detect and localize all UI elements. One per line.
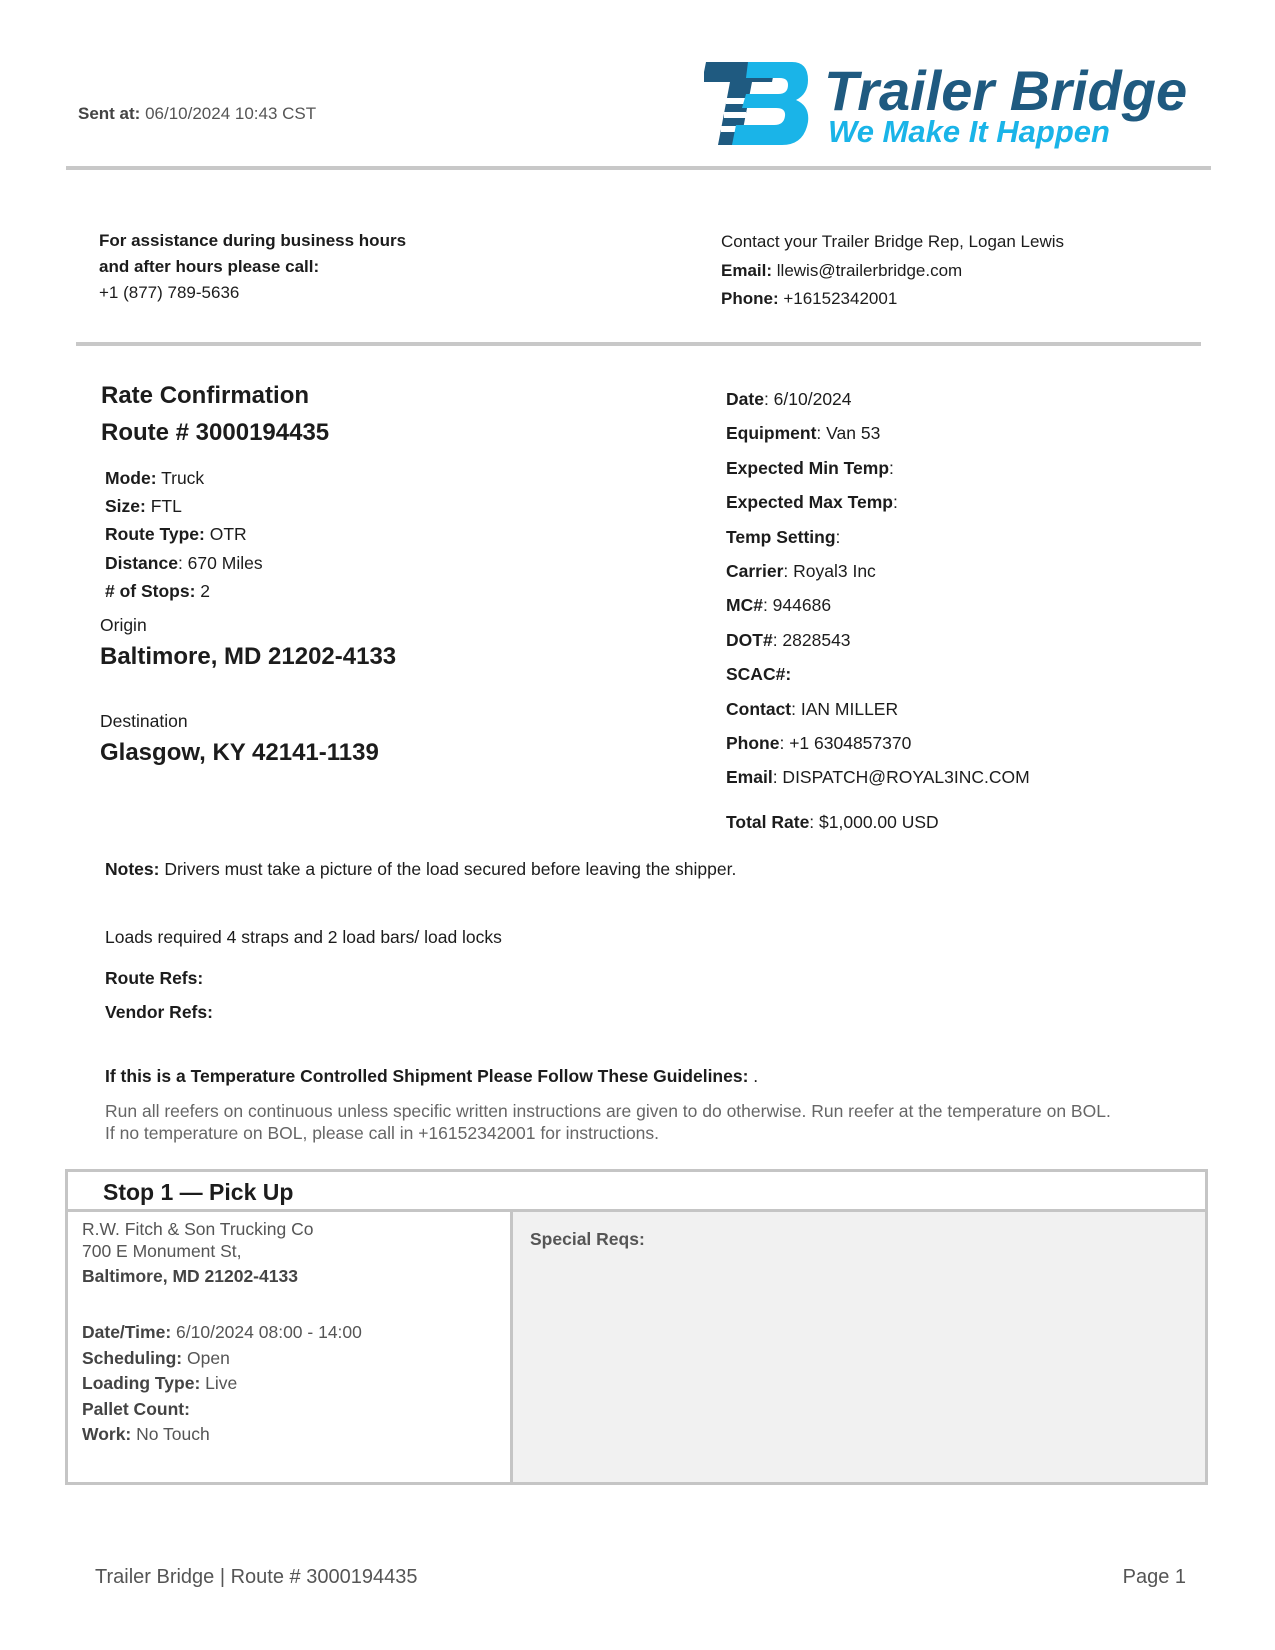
equipment-label: Equipment (726, 423, 817, 444)
date-value: : 6/10/2024 (763, 389, 852, 409)
stop-1-scheduling: Open (187, 1347, 230, 1368)
stop-1-scheduling-row (82, 1346, 362, 1372)
carrier-label: Carrier (726, 561, 784, 582)
rep-email-label: Email: (721, 260, 773, 280)
carrier-row (726, 554, 1030, 588)
max-temp-label: Expected Max Temp (726, 492, 893, 513)
max-temp-row (726, 485, 1030, 519)
date-label: Date (726, 389, 764, 409)
trailer-bridge-logo (704, 60, 1204, 150)
equipment-value: : Van 53 (816, 423, 881, 444)
stop-1-scheduling-label: Scheduling: (82, 1347, 183, 1368)
stop-1-work-row (82, 1422, 362, 1448)
sent-at-value: 06/10/2024 10:43 CST (145, 104, 317, 123)
contact-value: : IAN MILLER (791, 698, 899, 719)
min-temp-label: Expected Min Temp (726, 457, 890, 478)
stop-1-datetime: 6/10/2024 08:00 - 14:00 (176, 1322, 362, 1342)
stops-value: 2 (200, 580, 211, 601)
stop-1-location-cell (68, 1212, 513, 1482)
contact-row (726, 692, 1030, 726)
origin-label: Origin (100, 615, 147, 635)
size-label: Size: (105, 496, 146, 517)
rep-phone-label: Phone: (721, 289, 779, 308)
dot-label: DOT# (726, 629, 773, 650)
origin-city: Baltimore, MD 21202-4133 (100, 643, 397, 670)
rep-contact-line: Contact your Trailer Bridge Rep, Logan Lewis (721, 232, 1065, 251)
min-temp-row (726, 451, 1030, 485)
vendor-refs-label: Vendor Refs: (105, 1002, 213, 1022)
size-row (105, 492, 263, 520)
min-temp-value: : (889, 457, 894, 478)
carrier-email-row (726, 760, 1030, 794)
stops-row (105, 577, 263, 605)
mode-value: Truck (161, 468, 205, 488)
sent-at (78, 104, 316, 124)
assistance-block (99, 228, 406, 306)
rep-phone-row (721, 285, 1064, 314)
mode-row (105, 464, 263, 492)
assistance-line-1: For assistance during business hours (99, 231, 407, 250)
loads-requirement: Loads required 4 straps and 2 load bars/ load locks (105, 927, 502, 947)
mc-value: : 944686 (762, 595, 832, 616)
assistance-line-2: and after hours please call: (99, 257, 320, 276)
carrier-phone-row (726, 726, 1030, 760)
stop-1-special-reqs-label: Special Reqs: (530, 1229, 645, 1249)
temp-guidelines-label: If this is a Temperature Controlled Shipment Please Follow These Guidelines: (105, 1066, 749, 1086)
total-rate-row (726, 812, 939, 833)
stop-1-company: R.W. Fitch & Son Trucking Co (82, 1219, 314, 1239)
stops-label: # of Stops: (105, 580, 196, 601)
total-rate-value: : $1,000.00 USD (809, 812, 939, 832)
stop-1-address (82, 1218, 313, 1287)
route-number: Route # 3000194435 (101, 419, 330, 446)
header-divider (66, 166, 1211, 170)
sent-at-label: Sent at: (78, 104, 141, 123)
stop-1-table (65, 1169, 1208, 1485)
route-refs-label: Route Refs: (105, 968, 204, 988)
route-type-label: Route Type: (105, 524, 205, 545)
stop-1-pallet-row (82, 1397, 362, 1423)
footer-page-number: Page 1 (1122, 1566, 1186, 1588)
rep-email[interactable]: llewis@trailerbridge.com (776, 260, 963, 280)
logo-mark-icon (704, 60, 1204, 150)
carrier-phone-label: Phone (726, 733, 780, 754)
stop-1-work-label: Work: (82, 1424, 132, 1444)
temp-instructions-line-1: Run all reefers on continuous unless specific written instructions are given to do otherwise. Run reefer at the temperature on BOL. (105, 1101, 1111, 1121)
notes-text: Drivers must take a picture of the load secured before leaving the shipper. (164, 859, 737, 879)
shipment-summary (105, 464, 263, 605)
route-type-row (105, 520, 263, 548)
temp-setting-value: : (835, 526, 841, 547)
dot-row (726, 623, 1030, 657)
carrier-phone-value: : +1 6304857370 (779, 733, 912, 754)
stop-1-street: 700 E Monument St, (82, 1241, 242, 1261)
rep-email-row (721, 257, 1064, 286)
temp-instructions (105, 1100, 1185, 1144)
scac-label: SCAC#: (726, 664, 792, 685)
distance-label: Distance (105, 552, 178, 573)
carrier-email-label: Email (726, 767, 773, 788)
temp-setting-label: Temp Setting (726, 526, 836, 547)
carrier-email-value[interactable]: : DISPATCH@ROYAL3INC.COM (772, 767, 1030, 788)
size-value: FTL (150, 496, 182, 517)
temp-setting-row (726, 520, 1030, 554)
stop-1-pallet-label: Pallet Count: (82, 1398, 190, 1419)
assistance-phone: +1 (877) 789-5636 (99, 283, 240, 302)
mode-label: Mode: (105, 468, 157, 488)
rep-contact-block (721, 228, 1064, 314)
carrier-value: : Royal3 Inc (783, 561, 876, 582)
logo-tagline-text: We Make It Happen (828, 114, 1110, 149)
temp-instructions-line-2: If no temperature on BOL, please call in +16152342001 for instructions. (105, 1123, 660, 1143)
contact-divider (76, 342, 1201, 346)
scac-row (726, 657, 1030, 691)
date-row (726, 382, 1030, 416)
footer-route: Trailer Bridge | Route # 3000194435 (95, 1566, 418, 1588)
route-type-value: OTR (209, 524, 247, 545)
notes-row (105, 859, 736, 880)
rep-phone: +16152342001 (783, 289, 898, 308)
logo-brand-text: Trailer Bridge (824, 60, 1188, 122)
stop-1-special-cell (513, 1212, 1205, 1482)
stop-1-header (68, 1172, 1205, 1212)
stop-1-city: Baltimore, MD 21202-4133 (82, 1266, 298, 1286)
stop-1-datetime-label: Date/Time: (82, 1322, 172, 1342)
stop-1-datetime-row (82, 1320, 362, 1346)
stop-1-loading-row (82, 1371, 362, 1397)
temp-guidelines-heading (105, 1066, 758, 1087)
total-rate-label: Total Rate (726, 812, 810, 832)
contact-label: Contact (726, 698, 792, 719)
max-temp-value: : (892, 492, 898, 513)
equipment-row (726, 416, 1030, 450)
carrier-details (726, 382, 1030, 795)
stop-1-loading-label: Loading Type: (82, 1373, 201, 1393)
mc-label: MC# (726, 595, 763, 616)
notes-label: Notes: (105, 859, 160, 879)
mc-row (726, 588, 1030, 622)
document-title: Rate Confirmation (101, 382, 310, 409)
stop-1-loading: Live (205, 1373, 238, 1393)
stop-1-details (82, 1320, 362, 1448)
destination-label: Destination (100, 711, 188, 731)
distance-value: : 670 Miles (177, 552, 263, 573)
stop-1-title: Stop 1 — Pick Up (103, 1179, 294, 1205)
destination-city: Glasgow, KY 42141-1139 (100, 739, 379, 766)
temp-guidelines-suffix: . (748, 1066, 759, 1086)
dot-value: : 2828543 (772, 629, 851, 650)
refs-block (105, 961, 213, 1029)
stop-1-work: No Touch (136, 1424, 210, 1444)
distance-row (105, 549, 263, 577)
